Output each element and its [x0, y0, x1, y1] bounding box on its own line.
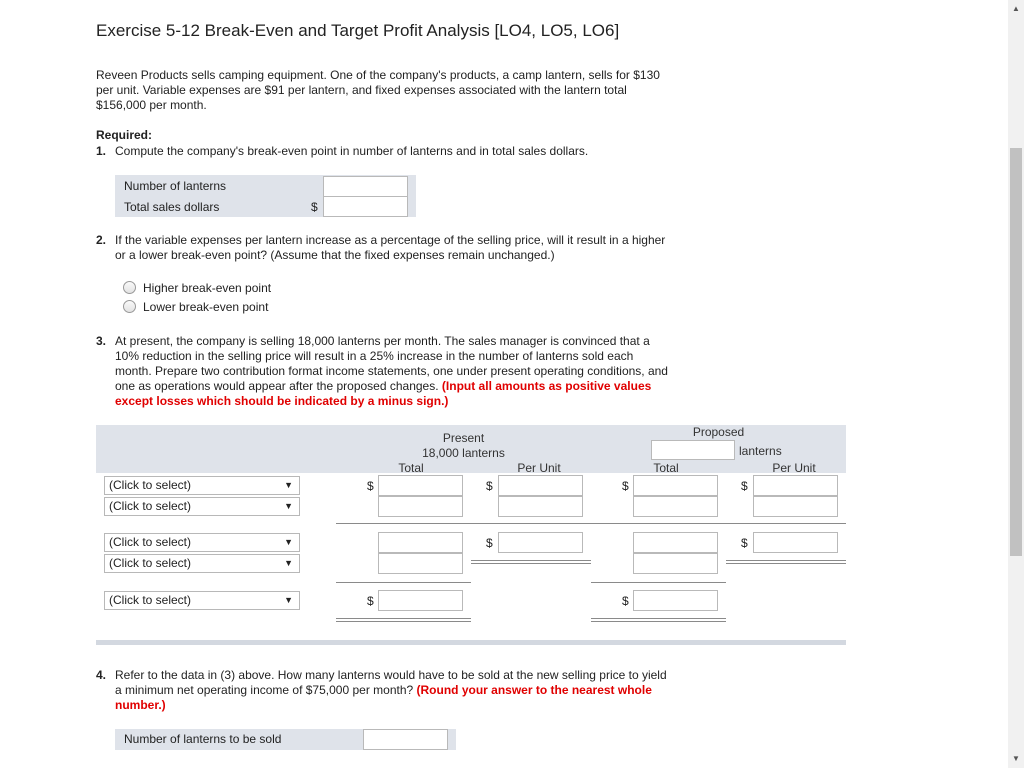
- question-text-line: At present, the company is selling 18,000 lanterns per month. The sales manager is convinced that a: [115, 334, 650, 348]
- line-item-select[interactable]: (Click to select) ▼: [104, 476, 300, 495]
- proposed-total-input[interactable]: [633, 532, 718, 553]
- break-even-lanterns-input[interactable]: [323, 176, 408, 197]
- lanterns-to-be-sold-label: Number of lanterns to be sold: [124, 732, 282, 746]
- question-text-line: If the variable expenses per lantern increase as a percentage of the selling price, will it result in a higher: [115, 233, 666, 247]
- total-sales-dollars-label: Total sales dollars: [124, 200, 220, 214]
- chevron-down-icon: ▼: [284, 537, 293, 547]
- question-text-line: [115, 379, 736, 394]
- line-item-select[interactable]: (Click to select) ▼: [104, 554, 300, 573]
- instruction-text: except losses which should be indicated by a minus sign.): [115, 394, 449, 408]
- proposed-total-input[interactable]: [633, 475, 718, 496]
- present-total-input[interactable]: [378, 496, 463, 517]
- dollar-sign: $: [311, 200, 318, 214]
- present-per-unit-input[interactable]: [498, 496, 583, 517]
- proposed-net-income-input[interactable]: [633, 590, 718, 611]
- question-number: 3.: [96, 334, 107, 348]
- lower-radio[interactable]: [123, 300, 136, 313]
- line-item-select[interactable]: (Click to select) ▼: [104, 533, 300, 552]
- line-item-select[interactable]: (Click to select) ▼: [104, 497, 300, 516]
- present-per-unit-input[interactable]: [498, 475, 583, 496]
- break-even-sales-input[interactable]: [323, 196, 408, 217]
- question-1: [96, 144, 736, 159]
- proposed-per-unit-input[interactable]: [753, 475, 838, 496]
- question-4: [96, 668, 736, 713]
- scroll-down-icon[interactable]: ▼: [1012, 754, 1020, 763]
- chevron-down-icon: ▼: [284, 595, 293, 605]
- question-2: [96, 233, 736, 263]
- double-rule: [471, 563, 591, 564]
- present-total-header: Total: [398, 461, 424, 475]
- subtotal-rule: [591, 582, 726, 583]
- proposed-units-input[interactable]: [651, 440, 735, 460]
- double-rule: [336, 618, 471, 619]
- intro-line: $156,000 per month.: [96, 98, 207, 112]
- number-of-lanterns-label: Number of lanterns: [124, 179, 227, 193]
- dollar-sign: $: [622, 594, 629, 608]
- chevron-down-icon: ▼: [284, 501, 293, 511]
- required-heading: Required:: [96, 128, 153, 142]
- question-text-line: month. Prepare two contribution format income statements, one under present operating conditions, and: [115, 364, 668, 378]
- question-number: 1.: [96, 144, 107, 158]
- line-item-select[interactable]: (Click to select) ▼: [104, 591, 300, 610]
- double-rule: [336, 621, 471, 622]
- table-footer: [96, 640, 846, 645]
- dollar-sign: $: [367, 479, 374, 493]
- double-rule: [591, 618, 726, 619]
- dollar-sign: $: [486, 536, 493, 550]
- question-text: one as operations would appear after the proposed changes.: [115, 379, 442, 393]
- present-total-input[interactable]: [378, 475, 463, 496]
- present-units: 18,000 lanterns: [422, 446, 505, 460]
- scroll-up-icon[interactable]: ▲: [1012, 4, 1020, 13]
- proposed-per-unit-input[interactable]: [753, 532, 838, 553]
- present-per-unit-input[interactable]: [498, 532, 583, 553]
- present-net-income-input[interactable]: [378, 590, 463, 611]
- chevron-down-icon: ▼: [284, 480, 293, 490]
- proposed-per-unit-input[interactable]: [753, 496, 838, 517]
- double-rule: [726, 560, 846, 561]
- instruction-text: number.): [115, 698, 166, 712]
- question-text: Compute the company's break-even point in number of lanterns and in total sales dollars.: [115, 144, 589, 158]
- double-rule: [726, 563, 846, 564]
- intro-paragraph: [96, 68, 660, 113]
- present-label: Present: [442, 431, 485, 445]
- higher-option-label: Higher break-even point: [143, 281, 272, 295]
- subtotal-rule: [336, 582, 471, 583]
- present-total-input[interactable]: [378, 532, 463, 553]
- proposed-total-input[interactable]: [633, 553, 718, 574]
- double-rule: [591, 621, 726, 622]
- question-number: 2.: [96, 233, 107, 247]
- intro-line: Reveen Products sells camping equipment. One of the company's products, a camp lantern, sells for $130: [96, 68, 660, 82]
- chevron-down-icon: ▼: [284, 558, 293, 568]
- instruction-text: (Input all amounts as positive values: [441, 379, 652, 393]
- dollar-sign: $: [486, 479, 493, 493]
- subtotal-rule: [336, 523, 846, 524]
- lower-option-label: Lower break-even point: [143, 300, 269, 314]
- dollar-sign: $: [741, 536, 748, 550]
- q1-answer-table: [115, 175, 416, 217]
- question-text-line: or a lower break-even point? (Assume that the fixed expenses remain unchanged.): [115, 248, 555, 262]
- question-text: a minimum net operating income of $75,000 per month?: [115, 683, 417, 697]
- instruction-text: (Round your answer to the nearest whole: [416, 683, 652, 697]
- proposed-total-input[interactable]: [633, 496, 718, 517]
- intro-line: per unit. Variable expenses are $91 per lantern, and fixed expenses associated with the lantern total: [96, 83, 627, 97]
- present-per-unit-header: Per Unit: [517, 461, 561, 475]
- higher-radio[interactable]: [123, 281, 136, 294]
- question-text-line: [115, 683, 736, 698]
- lanterns-to-be-sold-input[interactable]: [363, 729, 448, 750]
- q4-answer-table: [115, 729, 456, 750]
- page-title: Exercise 5-12 Break-Even and Target Profit Analysis [LO4, LO5, LO6]: [96, 21, 620, 40]
- double-rule: [471, 560, 591, 561]
- question-text-line: Refer to the data in (3) above. How many lanterns would have to be sold at the new selling price to yield: [115, 668, 667, 682]
- question-3: [96, 334, 736, 409]
- proposed-total-header: Total: [653, 461, 679, 475]
- dollar-sign: $: [622, 479, 629, 493]
- proposed-label: Proposed: [692, 425, 745, 439]
- scrollbar-thumb[interactable]: [1010, 148, 1022, 556]
- dollar-sign: $: [741, 479, 748, 493]
- present-total-input[interactable]: [378, 553, 463, 574]
- question-text-line: 10% reduction in the selling price will result in a 25% increase in the number of lanterns sold each: [115, 349, 634, 363]
- proposed-per-unit-header: Per Unit: [772, 461, 816, 475]
- question-number: 4.: [96, 668, 107, 682]
- dollar-sign: $: [367, 594, 374, 608]
- proposed-units-label: lanterns: [739, 444, 782, 458]
